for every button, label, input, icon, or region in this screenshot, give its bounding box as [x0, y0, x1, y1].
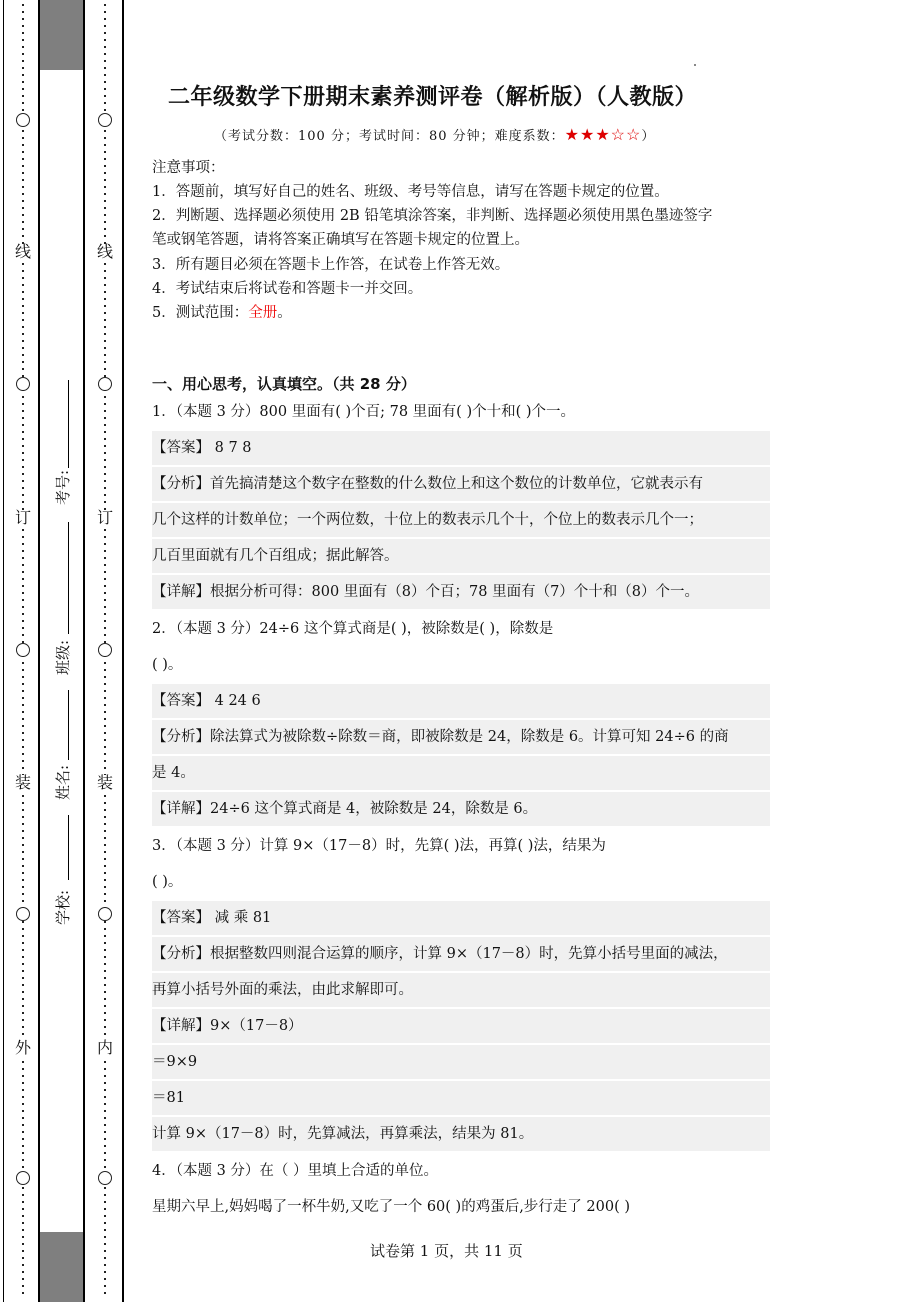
binding-circle	[98, 113, 112, 127]
binding-mark-inner: 内	[96, 1038, 113, 1057]
analysis-line: 是 4。	[152, 756, 770, 790]
exam-number-field[interactable]	[68, 380, 69, 468]
notice-heading: 注意事项：	[152, 160, 225, 176]
section-heading: 一、用心思考，认真填空。（共 28 分）	[152, 375, 416, 393]
binding-mark-bind: 装	[96, 773, 113, 792]
detail-line: ＝81	[152, 1081, 770, 1115]
binding-circle	[98, 377, 112, 391]
question-line: 4．（本题 3 分）在（ ）里填上合适的单位。	[152, 1163, 439, 1179]
class-label: 班级:	[54, 639, 72, 675]
star-filled-icon: ★	[564, 125, 580, 144]
binding-mark-staple: 订	[96, 508, 113, 527]
notice-scope	[152, 301, 292, 322]
binding-mark-outer: 外	[14, 1038, 31, 1057]
question-line: ( )。	[152, 657, 183, 673]
notice-item: 4．考试结束后将试卷和答题卡一并交回。	[152, 281, 423, 297]
question-line: 1．（本题 3 分）800 里面有( )个百; 78 里面有( )个十和( )个一。	[152, 404, 576, 420]
scope-end: 。	[277, 305, 292, 321]
exam-number-label: 考号:	[54, 469, 72, 505]
notice-item: 笔或钢笔答题，请将答案正确填写在答题卡规定的位置上。	[152, 232, 529, 248]
binding-mark-line: 线	[14, 242, 31, 261]
analysis-line: 【分析】首先搞清楚这个数字在整数的什么数位上和这个数位的计数单位，它就表示有	[152, 467, 770, 501]
page-border-left	[3, 0, 4, 1302]
page-footer: 试卷第 1 页，共 11 页	[370, 1242, 523, 1260]
question-line: 3．（本题 3 分）计算 9×（17－8）时，先算( )法，再算( )法，结果为	[152, 838, 606, 854]
question-line: 星期六早上,妈妈喝了一杯牛奶,又吃了一个 60( )的鸡蛋后,步行走了 200( )	[152, 1199, 631, 1215]
school-label: 学校:	[54, 889, 72, 925]
notice-item: 1．答题前，填写好自己的姓名、班级、考号等信息，请写在答题卡规定的位置。	[152, 184, 669, 200]
binding-mark-bind: 装	[14, 773, 31, 792]
name-label: 姓名:	[54, 764, 72, 800]
binding-circle	[16, 1171, 30, 1185]
star-empty-icon: ☆	[610, 125, 626, 144]
notice-item: 2．判断题、选择题必须使用 2B 铅笔填涂答案，非判断、选择题必须使用黑色墨迹签字	[152, 208, 713, 224]
binding-circle	[16, 907, 30, 921]
question-line: 2．（本题 3 分）24÷6 这个算式商是( )，被除数是( )，除数是	[152, 621, 554, 637]
binding-circle	[98, 643, 112, 657]
analysis-line: 几百里面就有几个百组成；据此解答。	[152, 539, 770, 573]
notice-item: 3．所有题目必须在答题卡上作答，在试卷上作答无效。	[152, 257, 510, 273]
scope-value: 全册	[248, 305, 278, 321]
page-title: 二年级数学下册期末素养测评卷（解析版）（人教版）	[168, 85, 698, 110]
answer-line: 【答案】 4 24 6	[152, 684, 770, 718]
detail-line: 【详解】24÷6 这个算式商是 4，被除数是 24，除数是 6。	[152, 792, 770, 826]
detail-line: 计算 9×（17－8）时，先算减法，再算乘法，结果为 81。	[152, 1117, 770, 1151]
scope-label: 5．测试范围：	[152, 305, 249, 321]
binding-mark-line: 线	[96, 242, 113, 261]
detail-line: 【详解】9×（17－8）	[152, 1009, 770, 1043]
binding-circle	[16, 377, 30, 391]
margin-border-right	[122, 0, 124, 1302]
school-field[interactable]	[68, 815, 69, 880]
analysis-line: 再算小括号外面的乘法，由此求解即可。	[152, 973, 770, 1007]
analysis-line: 【分析】除法算式为被除数÷除数＝商，即被除数是 24，除数是 6。计算可知 24÷6 的商	[152, 720, 770, 754]
binding-circle	[16, 113, 30, 127]
scan-dot	[694, 64, 696, 66]
difficulty-stars	[564, 125, 642, 144]
binding-mark-staple: 订	[14, 508, 31, 527]
answer-line: 【答案】 8 7 8	[152, 431, 770, 465]
exam-meta-close: ）	[641, 129, 656, 144]
detail-line: ＝9×9	[152, 1045, 770, 1079]
exam-meta-text: （考试分数：100 分；考试时间：80 分钟；难度系数：	[214, 129, 565, 144]
binding-shade-top	[40, 0, 83, 70]
analysis-line: 几个这样的计数单位；一个两位数，十位上的数表示几个十，个位上的数表示几个一；	[152, 503, 770, 537]
binding-shade-bottom	[40, 1232, 83, 1302]
star-filled-icon: ★	[579, 125, 596, 144]
question-line: ( )。	[152, 874, 183, 890]
binding-circle	[16, 643, 30, 657]
analysis-line: 【分析】根据整数四则混合运算的顺序，计算 9×（17－8）时，先算小括号里面的减法，	[152, 937, 770, 971]
star-empty-icon: ☆	[626, 125, 642, 144]
answer-line: 【答案】 减 乘 81	[152, 901, 770, 935]
exam-meta	[214, 125, 655, 144]
class-field[interactable]	[68, 522, 69, 634]
binding-circle	[98, 907, 112, 921]
binding-circle	[98, 1171, 112, 1185]
star-filled-icon: ★	[595, 125, 611, 144]
detail-line: 【详解】根据分析可得：800 里面有（8）个百；78 里面有（7）个十和（8）个一。	[152, 575, 770, 609]
name-field[interactable]	[68, 690, 69, 760]
